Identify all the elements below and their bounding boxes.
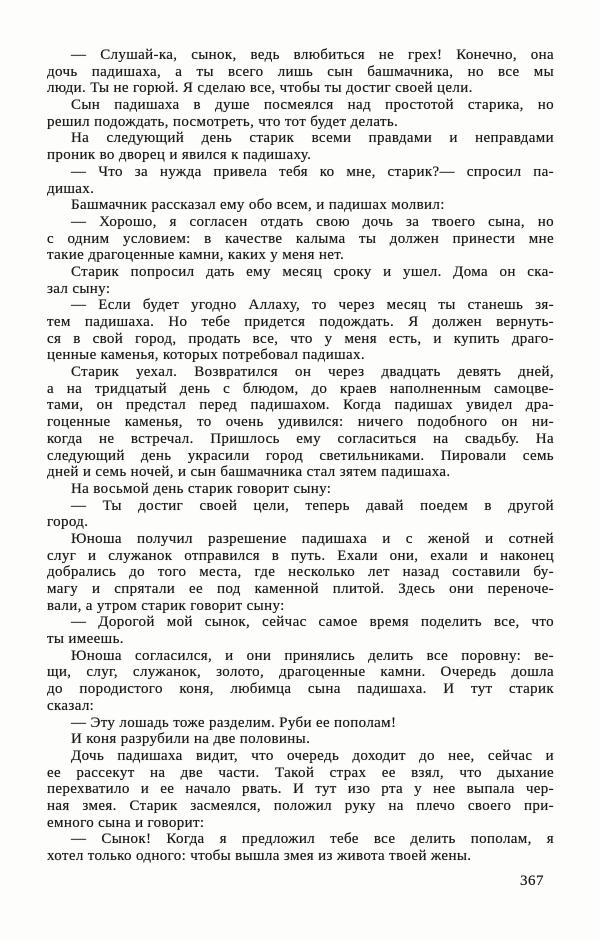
text-line: слуг и служанок отправился в путь. Ехали они, ехали и наконец: [47, 547, 554, 564]
text-line: На следующий день старик всеми правдами и неправдами: [71, 130, 554, 147]
text-line: На восьмой день старик говорит сыну:: [71, 480, 332, 497]
text-line: магу и спрятали ее под каменной плитой. Здесь они переноче-: [47, 581, 554, 597]
text-line: а на тридцатый день с блюдом, до краев наполненным самоцве-: [47, 380, 554, 397]
text-line: дочь падишаха, а ты всего лишь сын башмачника, но все мы: [47, 63, 554, 80]
text-line: дишах.: [47, 180, 95, 197]
text-line: ная змея. Старик засмеялся, положил руку на плечо своего при-: [47, 797, 554, 814]
text-line: Старик уехал. Возвратился он через двадцать девять дней,: [71, 364, 554, 381]
text-line: до породистого коня, любимца сына падишаха. И тут старик: [47, 681, 554, 698]
text-line: Дочь падишаха видит, что очередь доходит до нее, сейчас и: [71, 747, 554, 764]
text-line: — Хорошо, я согласен отдать свою дочь за твоего сына, но: [71, 213, 554, 230]
text-line: люди. Ты не горюй. Я сделаю все, чтобы ты достиг своей цели.: [47, 80, 473, 97]
text-line: — Слушай-ка, сынок, ведь влюбиться не грех! Конечно, она: [71, 47, 554, 63]
text-line: — Что за нужда привела тебя ко мне, старик?— спросил па-: [71, 163, 554, 180]
text-line: зал сыну:: [47, 280, 111, 297]
text-line: ты имеешь.: [47, 631, 124, 648]
text-line: — Эту лошадь тоже разделим. Руби ее пополам!: [71, 714, 397, 731]
text-line: гоценные каменья, то очень удивился: ничего подобного он ни-: [47, 414, 554, 431]
text-line: Сын падишаха в душе посмеялся над простотой старика, но: [71, 97, 554, 114]
text-line: такие драгоценные камни, каких у меня нет.: [47, 247, 345, 264]
text-line: Юноша получил разрешение падишаха и с женой и сотней: [71, 530, 554, 547]
text-line: Башмачник рассказал ему обо всем, и падишах молвил:: [71, 197, 445, 214]
text-line: емного сына и говорит:: [47, 814, 205, 831]
text-line: когда не встречал. Пришлось ему согласиться на свадьбу. На: [47, 430, 554, 447]
text-line: вали, а утром старик говорит сыну:: [47, 597, 285, 614]
text-line: проник во дворец и явился к падишаху.: [47, 147, 312, 164]
text-line: город.: [47, 514, 89, 531]
text-line: тем падишаха. Но тебе придется подождать. Я должен вернуть-: [47, 314, 554, 330]
text-line: хотел только одного: чтобы вышла змея из живота твоей жены.: [47, 848, 472, 864]
text-line: Старик попросил дать ему месяц сроку и ушел. Дома он ска-: [71, 263, 554, 280]
page-text-block: [47, 47, 554, 865]
text-line: дней и семь ночей, и сын башмачника стал зятем падишаха.: [47, 464, 451, 481]
text-line: с одним условием: в качестве калыма ты должен принести мне: [47, 230, 554, 247]
text-line: — Ты достиг своей цели, теперь давай поедем в другой: [71, 497, 554, 514]
text-line: щи, слуг, служанок, золото, драгоценные камни. Очередь дошла: [47, 664, 554, 681]
text-line: сказал:: [47, 697, 95, 714]
text-line: — Сынок! Когда я предложил тебе все делить пополам, я: [71, 831, 554, 848]
page-number: 367: [520, 873, 544, 889]
text-line: — Дорогой мой сынок, сейчас самое время поделить все, что: [71, 614, 554, 631]
text-line: ся в свой город, продать все, что у меня есть, и купить драго-: [47, 330, 554, 347]
text-line: ее рассекут на две части. Такой страх ее взял, что дыхание: [47, 764, 554, 781]
text-line: И коня разрубили на две половины.: [71, 731, 311, 748]
text-line: решил подождать, посмотреть, что тот будет делать.: [47, 113, 399, 130]
text-line: добрались до того места, где несколько лет назад составили бу-: [47, 564, 554, 581]
text-line: — Если будет угодно Аллаху, то через месяц ты станешь зя-: [71, 297, 554, 314]
text-line: Юноша согласился, и они принялись делить все поровну: ве-: [71, 647, 554, 664]
text-line: перехватило и ее начало рвать. И тут изо рта у нее выпала чер-: [47, 781, 554, 798]
text-line: ценные каменья, которых потребовал падишах.: [47, 347, 365, 364]
text-line: следующий день украсили город светильниками. Пировали семь: [47, 447, 554, 464]
text-line: тами, он предстал перед падишахом. Когда падишах увидел дра-: [47, 397, 554, 414]
